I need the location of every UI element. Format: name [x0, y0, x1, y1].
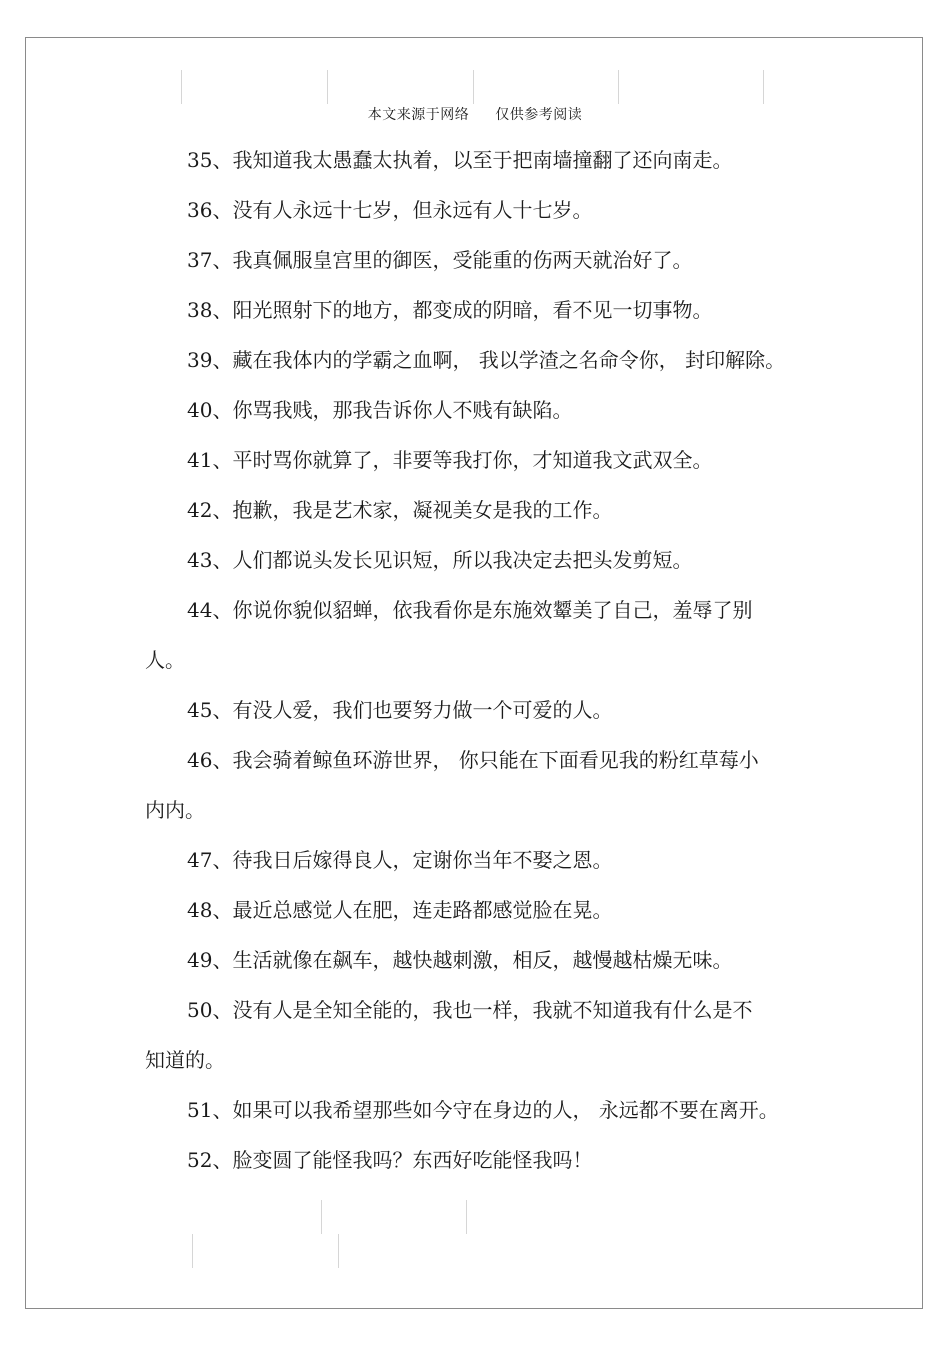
list-item-continuation: 人。: [145, 648, 185, 672]
list-item: 46、我会骑着鲸鱼环游世界， 你只能在下面看见我的粉红草莓小: [187, 748, 759, 772]
list-item: 43、人们都说头发长见识短，所以我决定去把头发剪短。: [187, 548, 693, 572]
list-item: 42、抱歉，我是艺术家，凝视美女是我的工作。: [187, 498, 613, 522]
list-item-continuation: 内内。: [145, 798, 205, 822]
list-item: 44、你说你貌似貂蝉，依我看你是东施效颦美了自己，羞辱了别: [187, 598, 753, 622]
header-source-text: 本文来源于网络: [367, 107, 470, 123]
list-item: 39、藏在我体内的学霸之血啊， 我以学渣之名命令你， 封印解除。: [187, 348, 786, 372]
scan-mark: [466, 1200, 467, 1234]
header-ref-text: 仅供参考阅读: [495, 107, 583, 123]
scan-mark: [338, 1234, 339, 1268]
list-item: 38、阳光照射下的地方，都变成的阴暗，看不见一切事物。: [187, 298, 713, 322]
list-item: 40、你骂我贱，那我告诉你人不贱有缺陷。: [187, 398, 573, 422]
list-item-continuation: 知道的。: [145, 1048, 225, 1072]
scan-mark: [181, 70, 182, 104]
scan-mark: [763, 70, 764, 104]
list-item: 36、没有人永远十七岁，但永远有人十七岁。: [187, 198, 593, 222]
scan-mark: [473, 70, 474, 104]
list-item: 49、生活就像在飙车，越快越刺激，相反，越慢越枯燥无味。: [187, 948, 733, 972]
list-item: 52、脸变圆了能怪我吗？东西好吃能怪我吗！: [187, 1148, 593, 1172]
list-item: 45、有没人爱，我们也要努力做一个可爱的人。: [187, 698, 613, 722]
scan-mark: [321, 1200, 322, 1234]
scan-mark: [327, 70, 328, 104]
list-item: 35、我知道我太愚蠢太执着，以至于把南墙撞翻了还向南走。: [187, 148, 733, 172]
scan-mark: [192, 1234, 193, 1268]
list-item: 41、平时骂你就算了，非要等我打你，才知道我文武双全。: [187, 448, 713, 472]
scan-mark: [618, 70, 619, 104]
list-item: 37、我真佩服皇宫里的御医，受能重的伤两天就治好了。: [187, 248, 693, 272]
list-item: 50、没有人是全知全能的，我也一样，我就不知道我有什么是不: [187, 998, 753, 1022]
header-disclaimer: [0, 104, 950, 124]
list-item: 48、最近总感觉人在肥，连走路都感觉脸在晃。: [187, 898, 613, 922]
list-item: 51、如果可以我希望那些如今守在身边的人， 永远都不要在离开。: [187, 1098, 779, 1122]
quote-list: [145, 135, 795, 1185]
list-item: 47、待我日后嫁得良人，定谢你当年不娶之恩。: [187, 848, 613, 872]
